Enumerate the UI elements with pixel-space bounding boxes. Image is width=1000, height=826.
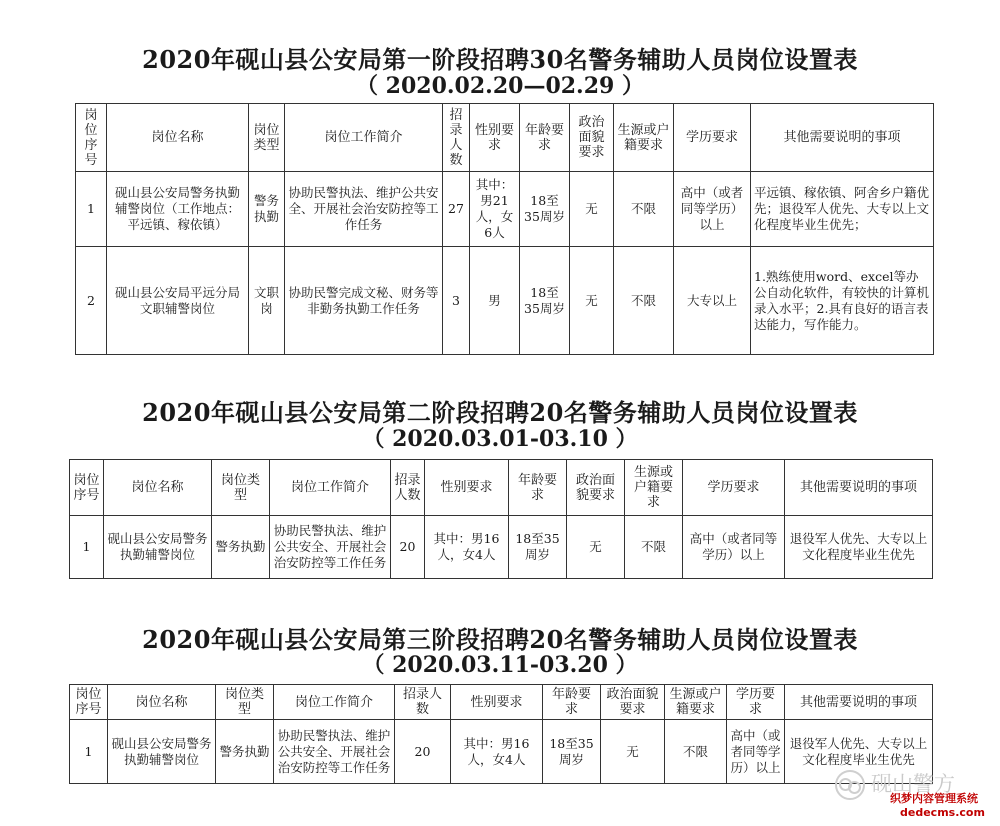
header-cell: 政治面貌要求 xyxy=(570,104,614,172)
table-row xyxy=(76,247,934,355)
header-cell: 生源或户籍要求 xyxy=(665,685,727,720)
table-cell: 协助民警执法、维护公共安全、开展社会治安防控等工作任务 xyxy=(270,516,391,579)
header-cell: 岗位序号 xyxy=(70,685,108,720)
table-row xyxy=(70,516,933,579)
section-3-date: （ 2020.03.11-03.20 ） xyxy=(362,652,638,678)
header-cell: 生源或户籍要求 xyxy=(625,460,683,516)
section-1-date: （ 2020.02.20—02.29 ） xyxy=(356,73,644,99)
section-3-table xyxy=(69,684,933,784)
table-cell: 大专以上 xyxy=(674,247,751,355)
header-cell: 年龄要求 xyxy=(543,685,601,720)
table-cell: 无 xyxy=(601,720,665,784)
table-cell: 平远镇、稼依镇、阿舍乡户籍优先；退役军人优先、大专以上文化程度毕业生优先； xyxy=(751,172,934,247)
header-cell: 性别要求 xyxy=(470,104,520,172)
table-cell: 协助民警执法、维护公共安全、开展社会治安防控等工作任务 xyxy=(274,720,395,784)
header-cell: 性别要求 xyxy=(425,460,509,516)
header-cell: 其他需要说明的事项 xyxy=(785,685,933,720)
header-cell: 招录人数 xyxy=(391,460,425,516)
table-cell: 3 xyxy=(443,247,470,355)
table-cell: 男 xyxy=(470,247,520,355)
header-cell: 岗位名称 xyxy=(107,104,249,172)
table-row xyxy=(76,172,934,247)
table-cell: 警务执勤 xyxy=(249,172,285,247)
header-cell: 岗位序号 xyxy=(70,460,104,516)
header-cell: 岗位工作简介 xyxy=(270,460,391,516)
header-cell: 岗位类型 xyxy=(249,104,285,172)
table-cell: 20 xyxy=(395,720,451,784)
section-3-title: 2020年砚山县公安局第三阶段招聘20名警务辅助人员岗位设置表 xyxy=(142,625,858,654)
header-cell: 其他需要说明的事项 xyxy=(785,460,933,516)
table-cell: 砚山县公安局警务执勤辅警岗位（工作地点：平远镇、稼依镇） xyxy=(107,172,249,247)
table-cell: 砚山县公安局平远分局文职辅警岗位 xyxy=(107,247,249,355)
table-cell: 18至35周岁 xyxy=(543,720,601,784)
table-header-row xyxy=(76,104,934,172)
header-cell: 学历要求 xyxy=(683,460,785,516)
table-cell: 高中（或者同等学历）以上 xyxy=(727,720,785,784)
table-cell: 砚山县公安局警务执勤辅警岗位 xyxy=(108,720,216,784)
header-cell: 岗位工作简介 xyxy=(285,104,443,172)
section-2-title: 2020年砚山县公安局第二阶段招聘20名警务辅助人员岗位设置表 xyxy=(142,398,858,427)
table-cell: 2 xyxy=(76,247,107,355)
table-cell: 27 xyxy=(443,172,470,247)
table-cell: 退役军人优先、大专以上文化程度毕业生优先 xyxy=(785,516,933,579)
table-cell: 无 xyxy=(570,247,614,355)
header-cell: 生源或户籍要求 xyxy=(614,104,674,172)
table-cell: 1 xyxy=(70,516,104,579)
site-url-watermark: dedecms.com xyxy=(900,806,985,819)
header-cell: 性别要求 xyxy=(451,685,543,720)
section-1-title: 2020年砚山县公安局第一阶段招聘30名警务辅助人员岗位设置表 xyxy=(142,45,858,74)
table-cell: 18至35周岁 xyxy=(509,516,567,579)
table-header-row xyxy=(70,460,933,516)
header-cell: 年龄要求 xyxy=(509,460,567,516)
table-cell: 1 xyxy=(76,172,107,247)
table-cell: 不限 xyxy=(614,247,674,355)
header-cell: 岗位工作简介 xyxy=(274,685,395,720)
header-cell: 学历要求 xyxy=(674,104,751,172)
header-cell: 政治面貌要求 xyxy=(601,685,665,720)
table-row xyxy=(70,720,933,784)
wechat-icon xyxy=(835,770,865,800)
table-cell: 其中：男21人，女6人 xyxy=(470,172,520,247)
table-cell: 高中（或者同等学历）以上 xyxy=(683,516,785,579)
section-1-table xyxy=(75,103,934,355)
table-cell: 高中（或者同等学历）以上 xyxy=(674,172,751,247)
header-cell: 学历要求 xyxy=(727,685,785,720)
table-cell: 不限 xyxy=(614,172,674,247)
table-cell: 其中：男16人，女4人 xyxy=(425,516,509,579)
table-cell: 警务执勤 xyxy=(212,516,270,579)
table-header-row xyxy=(70,685,933,720)
table-cell: 20 xyxy=(391,516,425,579)
table-cell: 无 xyxy=(567,516,625,579)
header-cell: 岗位序号 xyxy=(76,104,107,172)
header-cell: 岗位类型 xyxy=(216,685,274,720)
table-cell: 18至35周岁 xyxy=(520,247,570,355)
header-cell: 招录人数 xyxy=(395,685,451,720)
table-cell: 其中：男16人，女4人 xyxy=(451,720,543,784)
table-cell: 协助民警完成文秘、财务等非勤务执勤工作任务 xyxy=(285,247,443,355)
header-cell: 年龄要求 xyxy=(520,104,570,172)
table-cell: 不限 xyxy=(665,720,727,784)
header-cell: 岗位名称 xyxy=(104,460,212,516)
table-cell: 1 xyxy=(70,720,108,784)
table-cell: 砚山县公安局警务执勤辅警岗位 xyxy=(104,516,212,579)
header-cell: 岗位名称 xyxy=(108,685,216,720)
table-cell: 无 xyxy=(570,172,614,247)
table-cell: 警务执勤 xyxy=(216,720,274,784)
header-cell: 岗位类型 xyxy=(212,460,270,516)
header-cell: 招录人数 xyxy=(443,104,470,172)
section-2-table xyxy=(69,459,933,579)
watermark-text: 砚山警方 xyxy=(871,772,955,796)
table-cell: 退役军人优先、大专以上文化程度毕业生优先 xyxy=(785,720,933,784)
table-cell: 18至35周岁 xyxy=(520,172,570,247)
section-2-date: （ 2020.03.01-03.10 ） xyxy=(362,426,638,452)
header-cell: 政治面貌要求 xyxy=(567,460,625,516)
header-cell: 其他需要说明的事项 xyxy=(751,104,934,172)
table-cell: 1.熟练使用word、excel等办公自动化软件，有较快的计算机录入水平；2.具有良好的语言表达能力，写作能力。 xyxy=(751,247,934,355)
site-name-watermark: 织梦内容管理系统 xyxy=(890,792,978,805)
table-cell: 协助民警执法、维护公共安全、开展社会治安防控等工作任务 xyxy=(285,172,443,247)
table-cell: 不限 xyxy=(625,516,683,579)
table-cell: 文职岗 xyxy=(249,247,285,355)
